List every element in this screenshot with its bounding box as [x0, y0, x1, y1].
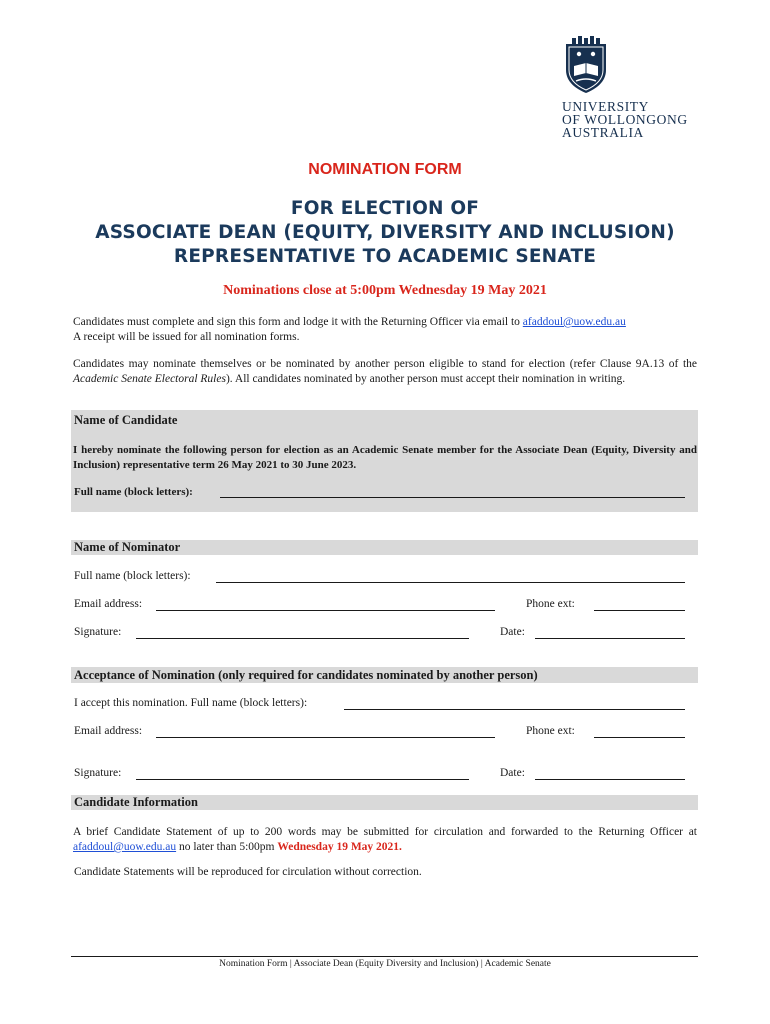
- candidate-name-label: Full name (block letters):: [74, 486, 193, 498]
- nominator-signature-label: Signature:: [74, 626, 122, 638]
- crest-icon: [562, 36, 610, 94]
- page-footer: Nomination Form | Associate Dean (Equity Diversity and Inclusion) | Academic Senate: [219, 959, 551, 969]
- nominator-email-label: Email address:: [74, 598, 143, 610]
- statement-deadline-date: Wednesday 19 May 2021.: [277, 841, 402, 853]
- acceptance-requirement-text: ). All candidates nominated by another person must accept their nomination in writing.: [225, 373, 626, 385]
- title-line-3: REPRESENTATIVE TO ACADEMIC SENATE: [173, 246, 597, 267]
- accept-name-field[interactable]: [344, 709, 685, 710]
- nominator-name-field[interactable]: [216, 582, 685, 583]
- candidate-info-paragraph: [73, 825, 697, 855]
- logo-line-3: AUSTRALIA: [562, 125, 644, 140]
- candidate-info-heading: Candidate Information: [71, 795, 698, 810]
- title-line-2: ASSOCIATE DEAN (EQUITY, DIVERSITY AND INCLUSION): [95, 222, 675, 243]
- returning-officer-email-link[interactable]: afaddoul@uow.edu.au: [522, 316, 626, 328]
- nominator-signature-field[interactable]: [136, 638, 469, 639]
- nominator-phone-label: Phone ext:: [526, 598, 575, 610]
- candidate-heading: Name of Candidate: [74, 413, 178, 427]
- electoral-rules-title: Academic Senate Electoral Rules: [73, 373, 226, 385]
- nominator-phone-field[interactable]: [594, 610, 685, 611]
- intro-text: Candidates must complete and sign this form and lodge it with the Returning Officer via email to: [73, 316, 523, 328]
- accept-email-label: Email address:: [74, 725, 143, 737]
- statement-email-link[interactable]: afaddoul@uow.edu.au: [73, 841, 177, 853]
- statement-instructions: A brief Candidate Statement of up to 200 words may be submitted for circulation and forwarded to the Returning Officer at: [73, 826, 697, 838]
- footer-divider: [71, 956, 698, 957]
- receipt-note: A receipt will be issued for all nomination forms.: [73, 331, 300, 343]
- form-title: NOMINATION FORM: [308, 161, 462, 178]
- accept-signature-field[interactable]: [136, 779, 469, 780]
- deadline-notice: Nominations close at 5:00pm Wednesday 19 May 2021: [223, 283, 547, 298]
- accept-phone-field[interactable]: [594, 737, 685, 738]
- accept-date-field[interactable]: [535, 779, 685, 780]
- statement-deadline-prefix: no later than 5:00pm: [176, 841, 278, 853]
- nominator-date-field[interactable]: [535, 638, 685, 639]
- eligibility-text: Candidates may nominate themselves or be nominated by another person eligible to stand for election (refer Clause 9A.13 of the: [73, 358, 697, 370]
- accept-email-field[interactable]: [156, 737, 495, 738]
- nominator-date-label: Date:: [500, 626, 525, 638]
- nomination-statement: I hereby nominate the following person for election as an Academic Senate member for the Associate Dean (Equity, Diversity and Inclusion) representative term 26 May 2021 to 30 June 2023.: [73, 444, 697, 471]
- logo-line-1: UNIVERSITY: [562, 99, 649, 114]
- title-line-1: FOR ELECTION OF: [290, 198, 480, 219]
- nominator-name-label: Full name (block letters):: [74, 570, 191, 582]
- accept-phone-label: Phone ext:: [526, 725, 575, 737]
- nominator-heading: Name of Nominator: [71, 540, 698, 555]
- acceptance-heading: Acceptance of Nomination (only required for candidates nominated by another person): [71, 667, 698, 683]
- accept-name-label: I accept this nomination. Full name (block letters):: [74, 697, 308, 709]
- nominator-email-field[interactable]: [156, 610, 495, 611]
- statement-correction-note: Candidate Statements will be reproduced for circulation without correction.: [74, 866, 422, 878]
- logo-line-2: OF WOLLONGONG: [562, 112, 688, 127]
- intro-paragraph-1: [73, 315, 697, 345]
- candidate-name-field[interactable]: [220, 497, 685, 498]
- accept-signature-label: Signature:: [74, 767, 122, 779]
- intro-paragraph-2: [73, 357, 697, 387]
- accept-date-label: Date:: [500, 767, 525, 779]
